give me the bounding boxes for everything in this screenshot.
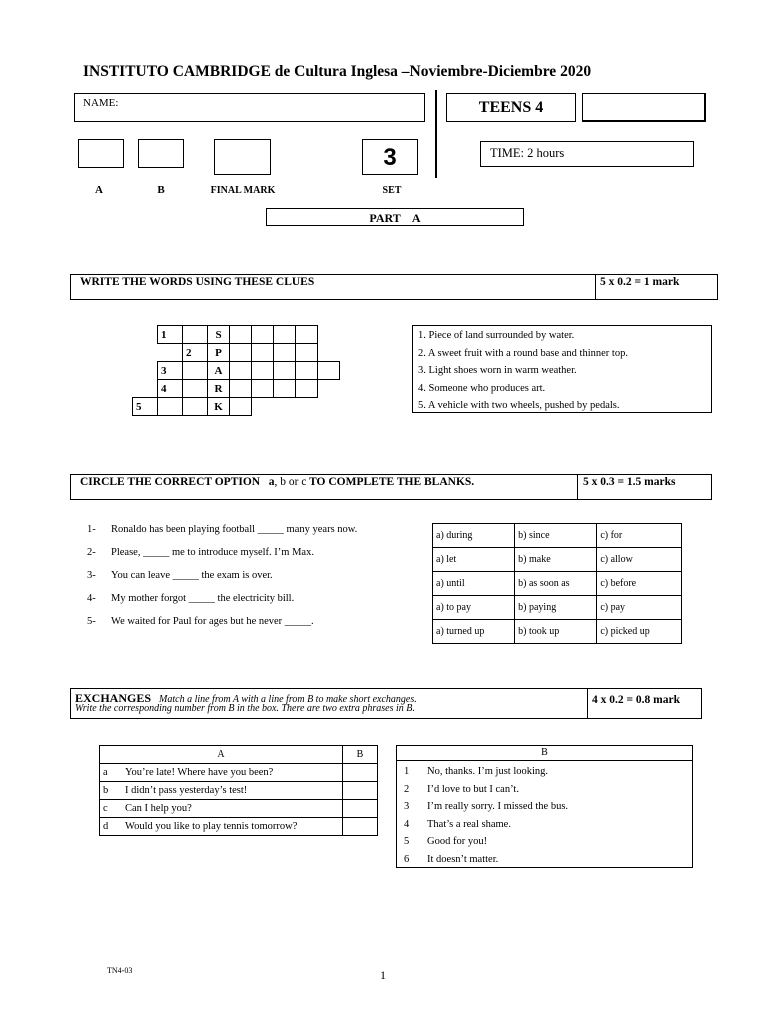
crossword-cell[interactable] — [274, 344, 296, 362]
exchange-a-text: You’re late! Where have you been? — [122, 764, 343, 782]
header-divider — [435, 90, 437, 178]
crossword-number: 2 — [183, 344, 208, 362]
exchange-a-text: I didn’t pass yesterday’s test! — [122, 782, 343, 800]
column-b-header: B — [343, 746, 378, 764]
question-list — [87, 524, 357, 639]
exchange-b-item — [404, 851, 692, 869]
clue-item: 1. Piece of land surrounded by water. — [418, 330, 575, 341]
option-a[interactable]: a) during — [433, 524, 515, 548]
crossword-cell[interactable] — [230, 344, 252, 362]
level-blank-box[interactable] — [582, 93, 706, 122]
crossword-key-letter: P — [208, 344, 230, 362]
exchange-a-row — [100, 764, 378, 782]
footer-code: TN4-03 — [107, 966, 133, 975]
crossword-cell[interactable] — [252, 344, 274, 362]
exchange-b-number: 1 — [404, 766, 410, 777]
crossword-number: 1 — [158, 326, 183, 344]
crossword-cell[interactable] — [230, 362, 252, 380]
question-item — [87, 570, 357, 593]
level-box — [446, 93, 576, 122]
crossword-key-letter: S — [208, 326, 230, 344]
option-b[interactable]: b) took up — [515, 620, 597, 644]
mark-a-box[interactable] — [78, 139, 124, 168]
page-number: 1 — [380, 968, 386, 982]
name-field[interactable] — [74, 93, 425, 122]
section3-instruction-1: Match a line from A with a line from B to make short exchanges. — [159, 694, 417, 705]
crossword-cell[interactable] — [252, 362, 274, 380]
mark-b-label: B — [157, 184, 165, 196]
question-item — [87, 616, 357, 639]
section3-marks-divider — [587, 689, 588, 718]
mark-b-box[interactable] — [138, 139, 184, 168]
exchange-letter: a — [100, 764, 123, 782]
time-box — [480, 141, 694, 167]
question-text: Ronaldo has been playing football _____ many years now. — [111, 524, 358, 535]
final-mark-label: FINAL MARK — [210, 185, 276, 196]
section1-marks-divider — [595, 275, 596, 299]
section2-heading-bar — [70, 474, 712, 500]
exchanges-b-box — [396, 745, 693, 868]
section3-marks: 4 x 0.2 = 0.8 mark — [592, 694, 681, 706]
section2-marks: 5 x 0.3 = 1.5 marks — [583, 476, 676, 488]
exchange-b-text: Good for you! — [427, 836, 488, 847]
section2-heading-option-a: a — [268, 476, 275, 488]
exchange-b-text: I’d love to but I can’t. — [427, 783, 519, 795]
option-c[interactable]: c) picked up — [597, 620, 682, 644]
option-c[interactable]: c) before — [597, 572, 682, 596]
answer-box[interactable] — [343, 818, 378, 836]
section1-heading-bar — [70, 274, 718, 300]
answer-box[interactable] — [343, 782, 378, 800]
section2-heading-main: CIRCLE THE CORRECT OPTION — [80, 476, 261, 488]
set-box — [362, 139, 418, 175]
options-row — [433, 548, 682, 572]
exchange-a-row — [100, 800, 378, 818]
option-b[interactable]: b) make — [515, 548, 597, 572]
crossword-key-letter: R — [208, 380, 230, 398]
exchange-b-item — [404, 763, 692, 781]
crossword-number: 4 — [158, 380, 183, 398]
exchange-a-row — [100, 818, 378, 836]
exchange-b-item — [404, 816, 692, 834]
crossword-key-letter: A — [208, 362, 230, 380]
exchange-b-text: No, thanks. I’m just looking. — [427, 766, 549, 777]
crossword-cell[interactable] — [252, 326, 274, 344]
crossword-cell[interactable] — [296, 344, 318, 362]
question-text: My mother forgot _____ the electricity bill. — [111, 593, 295, 604]
options-row — [433, 572, 682, 596]
crossword-cell[interactable] — [230, 398, 252, 416]
clue-item: 2. A sweet fruit with a round base and thinner top. — [418, 347, 628, 359]
answer-box[interactable] — [343, 764, 378, 782]
exchange-b-text: It doesn’t matter. — [427, 853, 499, 865]
question-text: You can leave _____ the exam is over. — [111, 570, 273, 581]
section2-heading-rest: TO COMPLETE THE BLANKS. — [306, 476, 475, 488]
crossword-cell[interactable] — [252, 380, 274, 398]
question-item — [87, 593, 357, 616]
exchange-letter: d — [100, 818, 123, 836]
exchange-b-number: 5 — [404, 836, 410, 847]
exchange-b-number: 2 — [404, 783, 410, 795]
time-label: TIME: 2 hours — [490, 146, 565, 160]
crossword-number: 5 — [133, 398, 158, 416]
clue-item: 4. Someone who produces art. — [418, 382, 546, 394]
option-b[interactable]: b) paying — [515, 596, 597, 620]
exchange-b-number: 6 — [404, 853, 410, 865]
exchanges-a-table — [99, 745, 378, 836]
level-label: TEENS 4 — [478, 99, 544, 116]
mark-a-label: A — [95, 184, 103, 196]
option-b[interactable]: b) since — [515, 524, 597, 548]
exchange-a-text: Can I help you? — [122, 800, 343, 818]
section3-instruction-2: Write the corresponding number from B in the box. There are two extra phrases in B. — [75, 703, 415, 714]
question-number: 2- — [87, 547, 96, 558]
options-table — [432, 523, 682, 644]
crossword-cell[interactable] — [230, 326, 252, 344]
options-row — [433, 524, 682, 548]
option-c[interactable]: c) pay — [597, 596, 682, 620]
question-item — [87, 547, 357, 570]
section2-heading — [80, 476, 474, 488]
option-b[interactable]: b) as soon as — [515, 572, 597, 596]
crossword-cell[interactable] — [230, 380, 252, 398]
option-a[interactable]: a) to pay — [433, 596, 515, 620]
exchange-b-item — [404, 798, 692, 816]
question-number: 5- — [87, 616, 96, 627]
options-row — [433, 620, 682, 644]
column-a-header: A — [100, 746, 343, 764]
question-text: Please, _____ me to introduce myself. I’m Max. — [111, 547, 314, 558]
question-number: 3- — [87, 570, 96, 581]
exchange-b-number: 4 — [404, 818, 410, 830]
option-c[interactable]: c) for — [597, 524, 682, 548]
section2-marks-divider — [577, 475, 578, 499]
exchange-a-text: Would you like to play tennis tomorrow? — [122, 818, 343, 836]
crossword-cell[interactable] — [296, 380, 318, 398]
set-label: SET — [382, 185, 402, 196]
section2-heading-options: , b or c — [274, 476, 307, 488]
crossword-cell[interactable] — [296, 326, 318, 344]
final-mark-box[interactable] — [214, 139, 271, 175]
section1-heading: WRITE THE WORDS USING THESE CLUES — [80, 276, 315, 288]
name-label: NAME: — [83, 97, 119, 109]
exam-title: INSTITUTO CAMBRIDGE de Cultura Inglesa –Noviembre-Diciembre 2020 — [83, 63, 592, 80]
crossword-cell[interactable] — [274, 362, 296, 380]
exchange-b-item — [404, 781, 692, 799]
question-number: 4- — [87, 593, 96, 604]
section1-marks: 5 x 0.2 = 1 mark — [600, 276, 680, 288]
options-row — [433, 596, 682, 620]
crossword-cell[interactable] — [296, 362, 318, 380]
part-label: PART A — [369, 211, 421, 225]
question-text: We waited for Paul for ages but he never _____. — [111, 616, 314, 627]
option-a[interactable]: a) until — [433, 572, 515, 596]
clue-item: 3. Light shoes worn in warm weather. — [418, 365, 577, 376]
section3-heading: EXCHANGES — [75, 691, 152, 705]
exchange-b-item — [404, 833, 692, 851]
section3-heading-bar — [70, 688, 702, 719]
exchange-b-number: 3 — [404, 801, 410, 812]
option-c[interactable]: c) allow — [597, 548, 682, 572]
option-a[interactable]: a) turned up — [433, 620, 515, 644]
clue-item: 5. A vehicle with two wheels, pushed by pedals. — [418, 400, 620, 411]
crossword-grid — [132, 325, 340, 416]
crossword-cell[interactable] — [318, 362, 340, 380]
clues-box — [412, 325, 712, 413]
crossword-cell[interactable] — [274, 380, 296, 398]
crossword-number: 3 — [158, 362, 183, 380]
crossword-cell[interactable] — [274, 326, 296, 344]
exchange-b-text: I’m really sorry. I missed the bus. — [427, 801, 569, 812]
exchange-letter: c — [100, 800, 123, 818]
question-number: 1- — [87, 524, 96, 535]
set-number: 3 — [383, 144, 397, 171]
column-b-title: B — [397, 746, 692, 761]
exchange-b-text: That’s a real shame. — [427, 818, 511, 830]
part-banner — [266, 208, 524, 226]
question-item — [87, 524, 357, 547]
exchange-letter: b — [100, 782, 123, 800]
option-a[interactable]: a) let — [433, 548, 515, 572]
crossword-key-letter: K — [208, 398, 230, 416]
answer-box[interactable] — [343, 800, 378, 818]
exchange-a-row — [100, 782, 378, 800]
